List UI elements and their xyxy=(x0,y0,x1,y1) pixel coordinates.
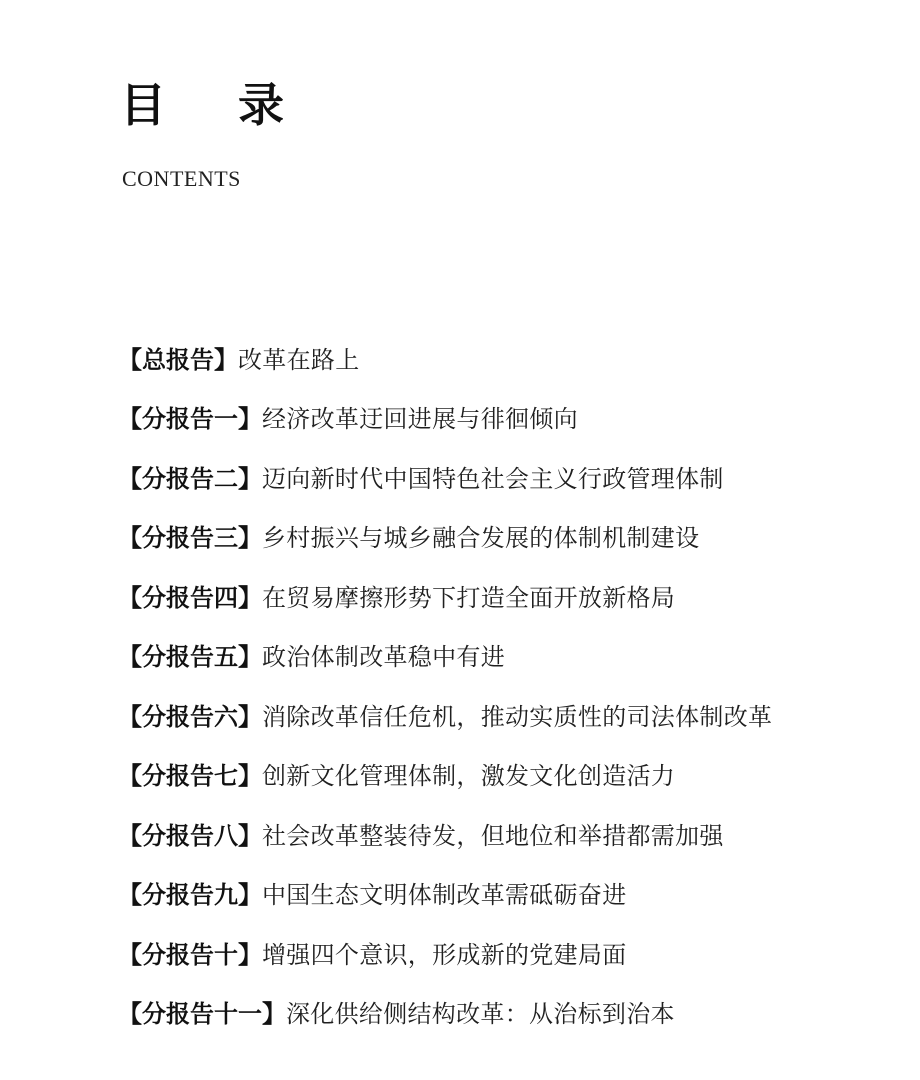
close-bracket: 】 xyxy=(238,881,262,910)
toc-item-title: 改革在路上 xyxy=(238,345,360,374)
toc-item-label: 分报告四 xyxy=(142,583,238,612)
toc-item-report-11[interactable] xyxy=(118,985,908,1045)
page-title: 目 录 xyxy=(120,78,313,132)
open-bracket: 【 xyxy=(118,583,142,612)
open-bracket: 【 xyxy=(118,405,142,434)
toc-item-general-report[interactable] xyxy=(118,330,908,390)
toc-item-title: 消除改革信任危机，推动实质性的司法体制改革 xyxy=(262,702,773,731)
toc-item-label: 分报告十 xyxy=(142,940,238,969)
toc-item-report-9[interactable] xyxy=(118,866,908,926)
toc-item-title: 增强四个意识，形成新的党建局面 xyxy=(262,940,627,969)
toc-item-report-3[interactable] xyxy=(118,509,908,569)
toc-item-title: 创新文化管理体制，激发文化创造活力 xyxy=(262,762,676,791)
toc-item-title: 深化供给侧结构改革：从治标到治本 xyxy=(286,1000,675,1029)
toc-item-report-2[interactable] xyxy=(118,449,908,509)
toc-item-label: 分报告十一 xyxy=(142,1000,262,1029)
toc-item-report-10[interactable] xyxy=(118,925,908,985)
close-bracket: 】 xyxy=(238,643,262,672)
close-bracket: 】 xyxy=(238,405,262,434)
toc-item-report-6[interactable] xyxy=(118,687,908,747)
close-bracket: 】 xyxy=(238,524,262,553)
toc-item-title: 乡村振兴与城乡融合发展的体制机制建设 xyxy=(262,524,700,553)
open-bracket: 【 xyxy=(118,881,142,910)
toc-item-title: 政治体制改革稳中有进 xyxy=(262,643,505,672)
toc-item-report-8[interactable] xyxy=(118,806,908,866)
toc-item-title: 迈向新时代中国特色社会主义行政管理体制 xyxy=(262,464,724,493)
toc-item-label: 分报告七 xyxy=(142,762,238,791)
toc-item-label: 分报告五 xyxy=(142,643,238,672)
open-bracket: 【 xyxy=(118,762,142,791)
toc-item-title: 经济改革迂回进展与徘徊倾向 xyxy=(262,405,578,434)
close-bracket: 】 xyxy=(238,940,262,969)
toc-item-report-5[interactable] xyxy=(118,628,908,688)
toc-item-label: 总报告 xyxy=(142,345,214,374)
toc-item-label: 分报告二 xyxy=(142,464,238,493)
open-bracket: 【 xyxy=(118,821,142,850)
open-bracket: 【 xyxy=(118,464,142,493)
close-bracket: 】 xyxy=(238,762,262,791)
close-bracket: 】 xyxy=(238,702,262,731)
close-bracket: 】 xyxy=(238,821,262,850)
open-bracket: 【 xyxy=(118,643,142,672)
toc-item-title: 社会改革整装待发，但地位和举措都需加强 xyxy=(262,821,724,850)
toc-item-label: 分报告三 xyxy=(142,524,238,553)
toc-item-report-4[interactable] xyxy=(118,568,908,628)
toc-item-label: 分报告九 xyxy=(142,881,238,910)
close-bracket: 】 xyxy=(238,464,262,493)
open-bracket: 【 xyxy=(118,345,142,374)
toc-item-report-7[interactable] xyxy=(118,747,908,807)
toc-item-title: 中国生态文明体制改革需砥砺奋进 xyxy=(262,881,627,910)
close-bracket: 】 xyxy=(214,345,238,374)
open-bracket: 【 xyxy=(118,524,142,553)
open-bracket: 【 xyxy=(118,940,142,969)
toc-item-label: 分报告六 xyxy=(142,702,238,731)
toc-item-label: 分报告一 xyxy=(142,405,238,434)
page-subtitle: CONTENTS xyxy=(122,166,241,191)
close-bracket: 】 xyxy=(262,1000,286,1029)
open-bracket: 【 xyxy=(118,1000,142,1029)
open-bracket: 【 xyxy=(118,702,142,731)
toc-item-label: 分报告八 xyxy=(142,821,238,850)
toc-item-title: 在贸易摩擦形势下打造全面开放新格局 xyxy=(262,583,676,612)
close-bracket: 】 xyxy=(238,583,262,612)
table-of-contents xyxy=(118,330,908,1044)
toc-item-report-1[interactable] xyxy=(118,390,908,450)
